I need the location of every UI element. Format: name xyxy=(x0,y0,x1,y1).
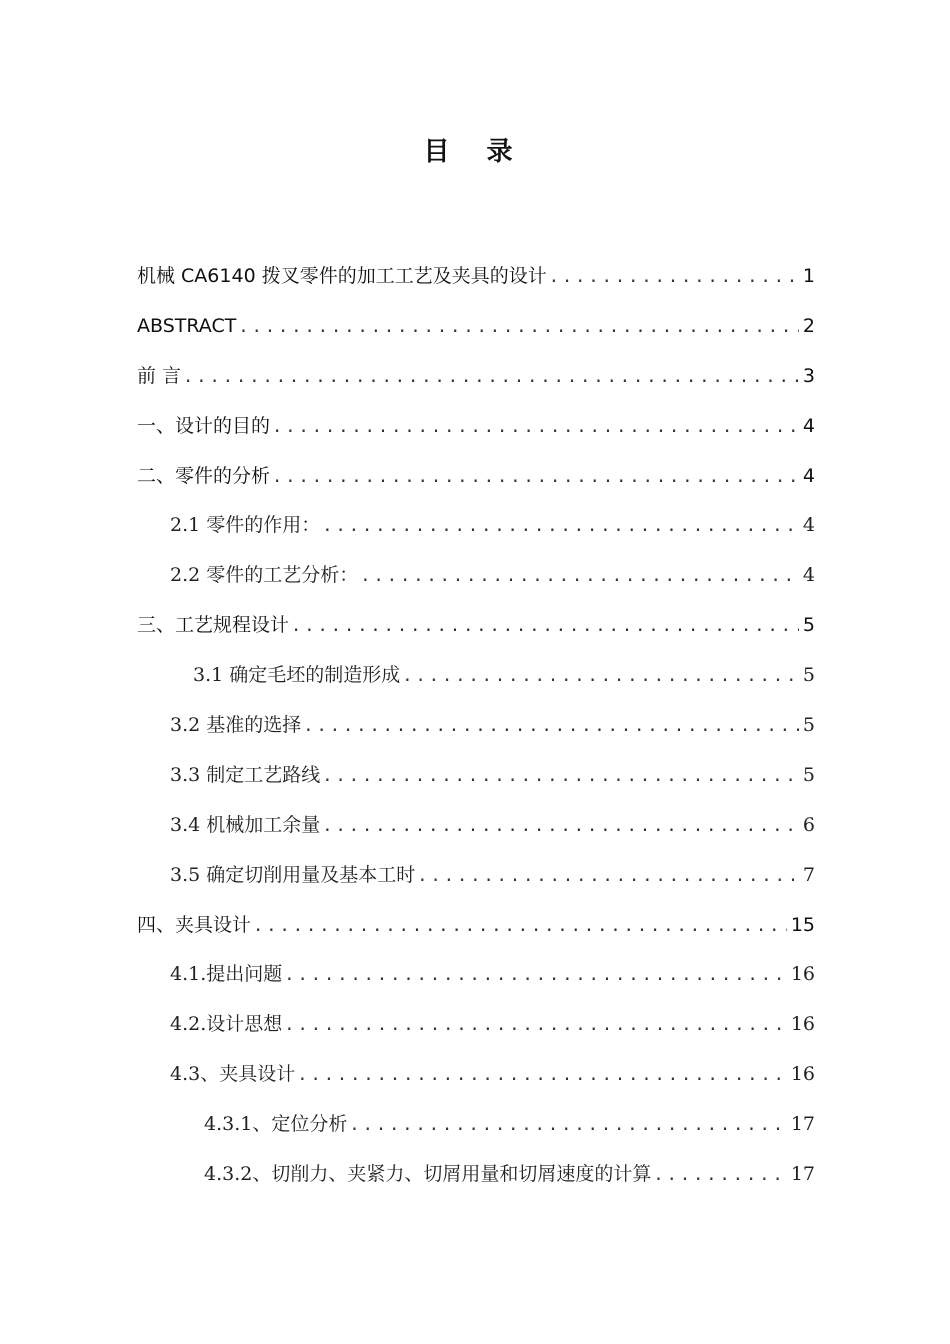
toc-entry-label: 4.3.1、定位分析 xyxy=(204,1113,348,1136)
toc-entry[interactable] xyxy=(137,458,815,508)
toc-entry-label: 3.4 机械加工余量 xyxy=(170,813,321,836)
dot-leader xyxy=(322,808,799,844)
toc-entry[interactable] xyxy=(137,757,815,807)
dot-leader xyxy=(322,758,799,794)
dot-leader xyxy=(549,259,799,295)
toc-entry-page: 16 xyxy=(790,963,815,986)
toc-entry[interactable] xyxy=(137,308,815,358)
toc-entry[interactable] xyxy=(137,1106,815,1156)
dot-leader xyxy=(272,409,799,445)
toc-entry-page: 15 xyxy=(790,913,815,936)
toc-entry[interactable] xyxy=(137,707,815,757)
toc-entry[interactable] xyxy=(137,557,815,607)
toc-entry-label: 前 言 xyxy=(137,364,182,387)
toc-entry[interactable] xyxy=(137,1056,815,1106)
toc-entry-page: 17 xyxy=(790,1163,815,1186)
toc-entry-label: 一、设计的目的 xyxy=(137,414,271,437)
toc-entry-page: 1 xyxy=(802,265,815,287)
toc-entry-page: 6 xyxy=(802,813,815,836)
toc-entry[interactable] xyxy=(137,807,815,857)
toc-entry-page: 7 xyxy=(802,863,815,886)
toc-entry[interactable] xyxy=(137,956,815,1006)
toc-entry-label: 3.5 确定切削用量及基本工时 xyxy=(170,863,416,886)
toc-entry-page: 16 xyxy=(790,1063,815,1086)
toc-entry[interactable] xyxy=(137,1156,815,1206)
toc-entry[interactable] xyxy=(137,907,815,957)
toc-entry[interactable] xyxy=(137,358,815,408)
toc-entry-label: 3.2 基准的选择 xyxy=(170,714,302,737)
toc-entry-label: 3.3 制定工艺路线 xyxy=(170,763,321,786)
dot-leader xyxy=(297,1057,787,1093)
dot-leader xyxy=(284,1007,787,1043)
toc-entry-page: 4 xyxy=(802,564,815,587)
dot-leader xyxy=(417,858,799,894)
dot-leader xyxy=(291,608,799,644)
toc-entry-label: 4.3、夹具设计 xyxy=(170,1063,296,1086)
dot-leader xyxy=(402,658,799,694)
toc-entry-label: 2.1 零件的作用： xyxy=(170,514,321,537)
toc-entry-page: 17 xyxy=(790,1113,815,1136)
dot-leader xyxy=(183,359,799,395)
toc-entry[interactable] xyxy=(137,657,815,707)
toc-entry-page: 2 xyxy=(802,314,815,337)
toc-entry-label: 4.3.2、切削力、夹紧力、切屑用量和切屑速度的计算 xyxy=(204,1163,652,1186)
toc-entry[interactable] xyxy=(137,408,815,458)
dot-leader xyxy=(253,908,787,944)
toc-entry-label: 2.2 零件的工艺分析： xyxy=(170,564,359,587)
dot-leader xyxy=(653,1157,786,1193)
toc-entry-label: 机械 CA6140 拨叉零件的加工工艺及夹具的设计 xyxy=(137,265,547,287)
dot-leader xyxy=(303,708,799,744)
toc-entry-label: 二、零件的分析 xyxy=(137,464,271,487)
toc-entry[interactable] xyxy=(137,507,815,557)
toc-entry-page: 5 xyxy=(802,714,815,737)
table-of-contents xyxy=(137,258,815,1206)
dot-leader xyxy=(284,957,787,993)
toc-entry-label: 4.1.提出问题 xyxy=(170,963,283,986)
toc-entry-label: 四、夹具设计 xyxy=(137,913,252,936)
dot-leader xyxy=(322,508,799,544)
page-title: 目 录 xyxy=(423,137,527,167)
toc-entry[interactable] xyxy=(137,1006,815,1056)
dot-leader xyxy=(360,558,799,594)
toc-entry-label: 3.1 确定毛坯的制造形成 xyxy=(193,664,401,687)
toc-entry-label: ABSTRACT xyxy=(137,314,237,337)
toc-entry-page: 4 xyxy=(802,414,815,437)
toc-entry-label: 三、工艺规程设计 xyxy=(137,614,290,637)
toc-entry-page: 4 xyxy=(802,514,815,537)
toc-entry-label: 4.2.设计思想 xyxy=(170,1013,283,1036)
toc-entry[interactable] xyxy=(137,857,815,907)
toc-entry-page: 5 xyxy=(802,664,815,687)
dot-leader xyxy=(272,459,799,495)
toc-entry-page: 3 xyxy=(802,364,815,387)
toc-entry-page: 16 xyxy=(790,1013,815,1036)
dot-leader xyxy=(349,1107,786,1143)
toc-entry[interactable] xyxy=(137,607,815,657)
toc-entry-page: 5 xyxy=(802,614,815,637)
toc-entry-page: 5 xyxy=(802,763,815,786)
toc-entry[interactable] xyxy=(137,258,815,308)
dot-leader xyxy=(238,309,799,345)
toc-entry-page: 4 xyxy=(802,464,815,487)
